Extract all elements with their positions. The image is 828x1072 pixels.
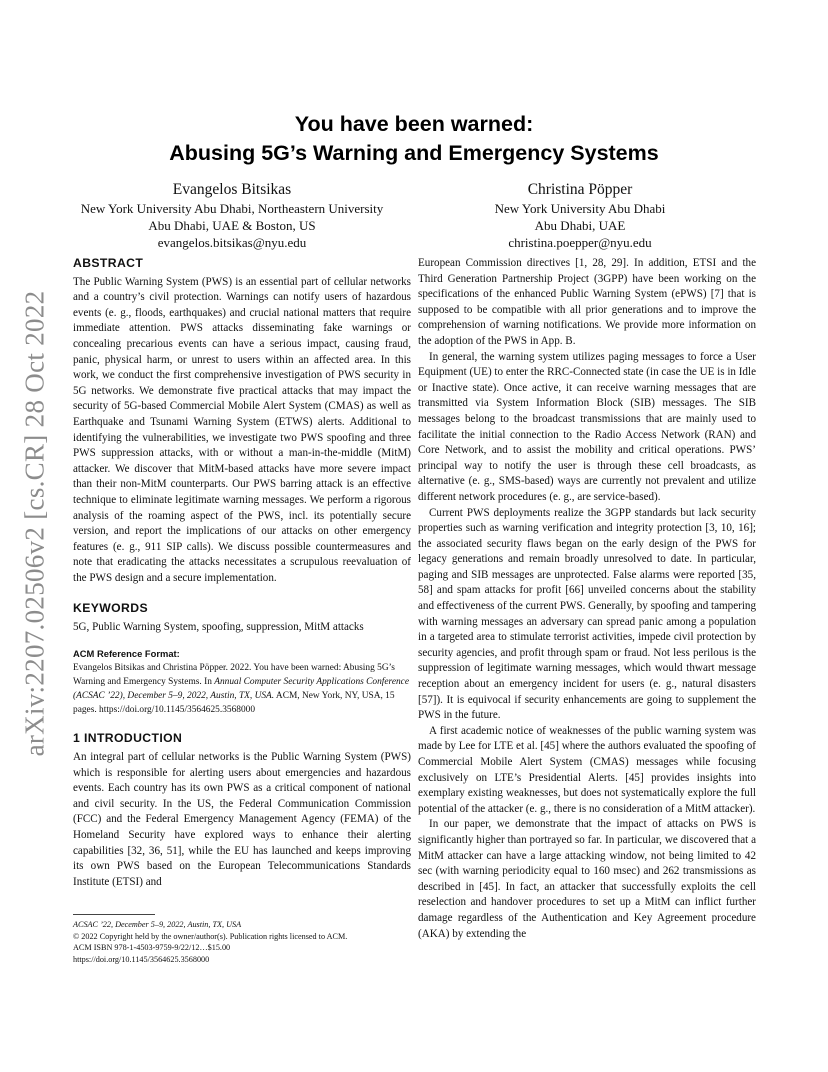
acm-reference-heading: ACM Reference Format: (73, 647, 180, 659)
footnote-isbn: ACM ISBN 978-1-4503-9759-9/22/12…$15.00 (73, 943, 231, 953)
author-affiliation: New York University Abu Dhabi, Northeastern University (80, 201, 384, 216)
arxiv-stamp (12, 288, 58, 758)
right-column (418, 256, 756, 942)
arxiv-stamp-text: arXiv:2207.02506v2 [cs.CR] 28 Oct 2022 (19, 290, 50, 756)
left-column (73, 256, 411, 890)
author-location: Abu Dhabi, UAE & Boston, US (148, 218, 316, 233)
introduction-paragraph-1: An integral part of cellular networks is the Public Warning System (PWS) which is responsible for alerting users about emergencies and hazardous events. Each country has its own PWS as a critical component of national and civil security. In the US, the Federal Communication Commission (FCC) and the Federal Emergency Management Agency (FEMA) of the Homeland Security have explored ways to enhance their alerting capabilities [32, 36, 51], while the EU has launched and keeps improving its own PWS based on the European Telecommunications Standards Institute (ETSI) and (73, 751, 411, 888)
author-name: Christina Pöpper (527, 181, 633, 198)
footnote-copyright: © 2022 Copyright held by the owner/author(s). Publication rights licensed to ACM. (73, 931, 348, 941)
acm-reference-text (73, 662, 411, 717)
title-line-2: Abusing 5G’s Warning and Emergency Systems (169, 141, 659, 165)
acm-reference-authors: Evangelos Bitsikas and Christina Pöpper. 2022. You have been warned: Abusing 5G’s Warning and Emergency Systems. In (73, 663, 395, 688)
author-name: Evangelos Bitsikas (172, 181, 292, 198)
keywords-heading: KEYWORDS (73, 601, 148, 616)
footnote (73, 914, 411, 965)
right-paragraph-3: Current PWS deployments realize the 3GPP standards but lack security properties such as warning verification and integrity protection [3, 10, 16]; the associated security flaws began on the early design of the PWS for legacy generations and remain broadly unresolved to date. In particular, paging and SIB messages are unprotected. False alarms were reported [35, 58] and spam attacks for profit [66] unveiled concerns about the stability and effectiveness of the current PWS. Generally, by spoofing and tampering with warning messages an adversary can spread panic among a population in a targeted area to stimulate terrorist activities, impede civil protection by security agencies, and profit through spam or fraud. Not less perilous is the suppression of legitimate warning messages, which would thwart message reception about an emergency incident for users (e. g., natural disasters [57]). It is equivocal if security enhancements are going to supplement the PWS in the future. (418, 506, 756, 722)
abstract-heading: ABSTRACT (73, 256, 144, 270)
footnote-rule (73, 914, 155, 915)
author-email: evangelos.bitsikas@nyu.edu (157, 235, 307, 250)
right-paragraph-4: A first academic notice of weaknesses of the public warning system was made by Lee for LTE et al. [45] where the authors evaluated the spoofing of Commercial Mobile Alert System (CMAS) messages while focusing exclusively on LTE’s Presidential Alerts. [45] provides insights into exemplary existing weaknesses, but does not systematically explore the full potential of the attacker (e. g., there is no consideration of a MitM attacker). (418, 724, 756, 815)
author-affiliation: New York University Abu Dhabi (494, 201, 666, 216)
footnote-conference: ACSAC ’22, December 5–9, 2022, Austin, TX, USA (73, 920, 242, 929)
paper-title (0, 110, 828, 168)
acm-reference-venue: Annual Computer Security Applications Conference (ACSAC ’22), December 5–9, 2022, Austin, TX, USA. (73, 677, 409, 701)
author-2 (430, 180, 730, 251)
author-1 (48, 180, 416, 251)
right-paragraph-5: In our paper, we demonstrate that the impact of attacks on PWS is significantly higher than portrayed so far. In particular, we discovered that a MitM attacker can have a large attacking window, not being limited to 42 sec (with warning periodicity equal to 160 msec) and 262 transmissions as described in [45]. In fact, an attacker that successfully exploits the cell reselection and handover procedures to set up a MitM can inflict further damage regardless of the Authentication and Key Agreement procedure (AKA) by extending the (418, 818, 756, 940)
author-email: christina.poepper@nyu.edu (508, 235, 652, 250)
introduction-heading: 1 INTRODUCTION (73, 731, 183, 746)
right-paragraph-1: European Commission directives [1, 28, 29]. In addition, ETSI and the Third Generation Partnership Project (3GPP) have been working on the specifications of the enhanced Public Warning System (ePWS) [7] that is supposed to be compatible with all prior generations and to improve the comprehension of warning notifications. We provide more information on the adoption of the PWS in App. B. (418, 257, 756, 347)
author-location: Abu Dhabi, UAE (534, 218, 626, 233)
right-paragraph-2: In general, the warning system utilizes paging messages to force a User Equipment (UE) to enter the RRC-Connected state (in case the UE is in Idle or Inactive state). Once active, it can receive warning messages that are transmitted via System Information Block (SIB) messages. The SIB messages belong to the broadcast transmissions that are mainly used to facilitate the initial connection to the Radio Access Network (RAN) and Core Network, and to assist the mobility and critical operations. PWS’ principal way to notify the user is through these cell broadcasts, as alternative (e. g., SMS-based) ways are currently not prevalent and utilize different network procedures (e. g., are service-based). (418, 350, 756, 503)
acm-reference-doi: ACM, New York, NY, USA, 15 pages. https://doi.org/10.1145/3564625.3568000 (73, 690, 395, 715)
footnote-doi: https://doi.org/10.1145/3564625.3568000 (73, 954, 210, 964)
title-line-1: You have been warned: (294, 112, 534, 136)
abstract-text: The Public Warning System (PWS) is an essential part of cellular networks and a country’s civil protection. Warnings can notify users of hazardous events (e. g., floods, earthquakes) and crucial national matters that require immediate attention. PWS attacks disseminating fake warnings or concealing precarious events can have a serious impact, causing fraud, panic, physical harm, or unrest to users within an affected area. In this work, we conduct the first comprehensive investigation of PWS security in 5G networks. We demonstrate five practical attacks that may impact the security of 5G-based Commercial Mobile Alert System (CMAS) as well as Earthquake and Tsunami Warning System (ETWS) alerts. Additional to identifying the vulnerabilities, we investigate two PWS spoofing and three PWS suppression attacks, with or without a man-in-the-middle (MitM) attacker. We discover that MitM-based attacks have more severe impact than their non-MitM counterparts. Our PWS barring attack is an effective technique to eliminate legitimate warning messages. We perform a rigorous analysis of the roaming aspect of the PWS, incl. its potentially secure version, and report the implications of our attacks on other emergency features (e. g., 911 SIP calls). We discuss possible countermeasures and note that eradicating the attacks necessitates a scrupulous reevaluation of the PWS design and a secure implementation. (73, 275, 411, 584)
keywords-text: 5G, Public Warning System, spoofing, suppression, MitM attacks (73, 621, 364, 634)
